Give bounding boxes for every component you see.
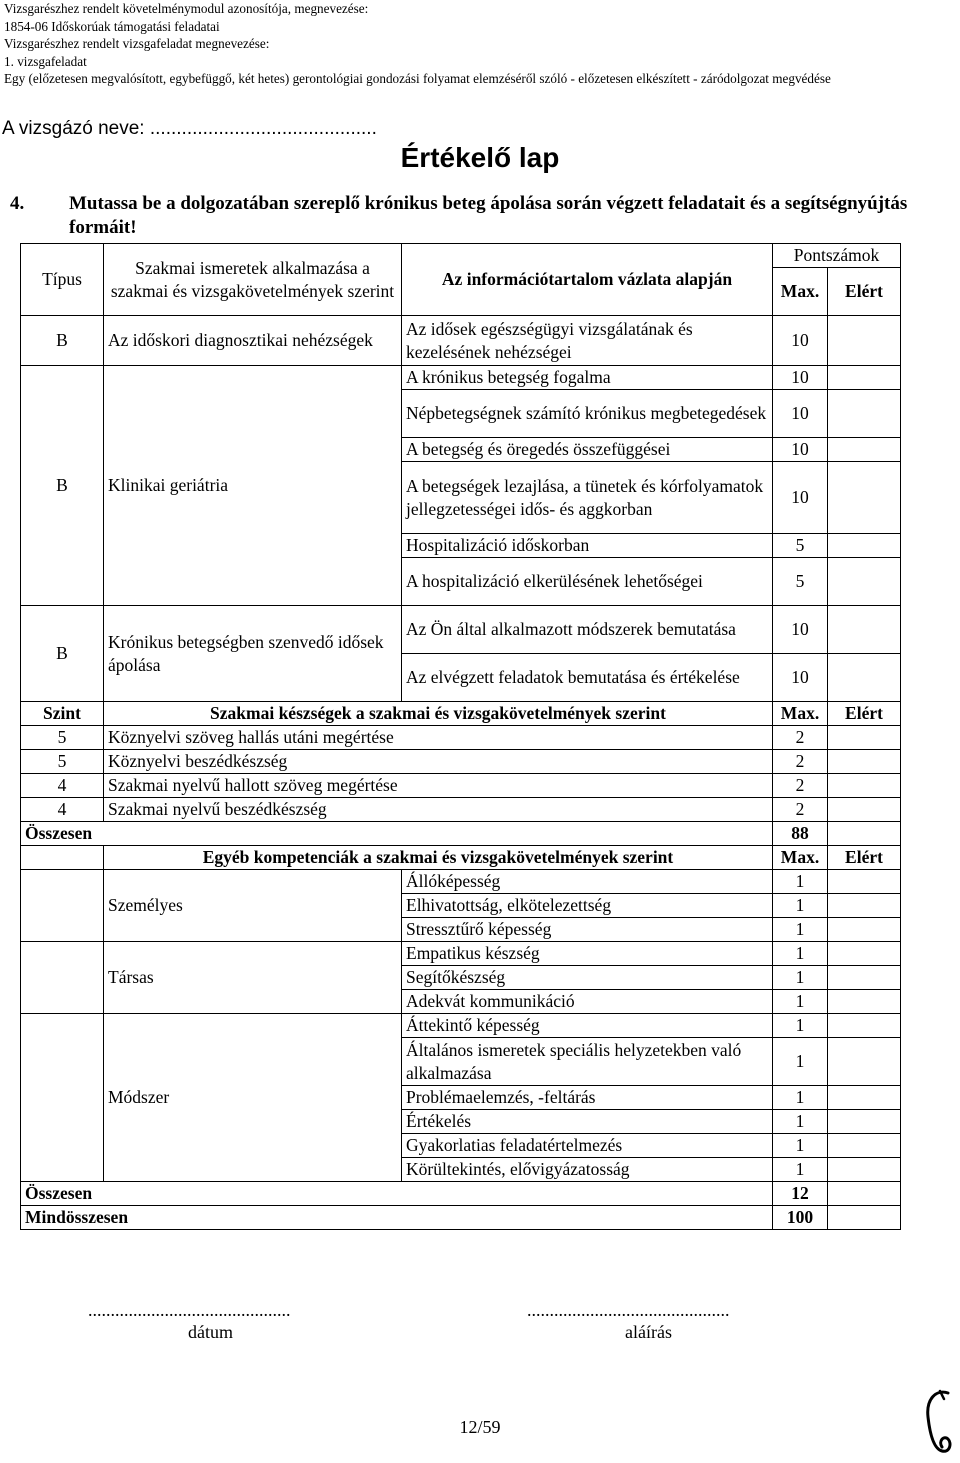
achieved-points[interactable] [828, 654, 901, 702]
header-points: Pontszámok [773, 244, 901, 268]
page-number: 12/59 [459, 1417, 501, 1437]
achieved-points[interactable] [828, 918, 901, 942]
evaluation-table [20, 243, 901, 1230]
outline-item: Az elvégzett feladatok bemutatása és értékelése [402, 654, 773, 702]
outline-item: Népbetegségnek számító krónikus megbetegedések [402, 390, 773, 438]
group-label: Krónikus betegségben szenvedő idősek ápolása [104, 606, 402, 702]
outline-item: A krónikus betegség fogalma [402, 366, 773, 390]
task-number: 4. [10, 193, 25, 214]
header-max: Max. [773, 268, 828, 316]
achieved-points[interactable] [828, 1134, 901, 1158]
group-type: B [21, 606, 104, 702]
max-points: 1 [773, 918, 828, 942]
max-points: 1 [773, 1014, 828, 1038]
outline-item: Hospitalizáció időskorban [402, 534, 773, 558]
achieved-points[interactable] [828, 366, 901, 390]
achieved-points[interactable] [828, 534, 901, 558]
header-achieved: Elért [828, 268, 901, 316]
max-points: 10 [773, 606, 828, 654]
max-points: 10 [773, 390, 828, 438]
achieved-points[interactable] [828, 726, 901, 750]
subtotal-value: 88 [773, 822, 828, 846]
achieved-points[interactable] [828, 774, 901, 798]
skill-item: Köznyelvi szöveg hallás utáni megértése [104, 726, 773, 750]
max-points: 2 [773, 726, 828, 750]
achieved-points[interactable] [828, 942, 901, 966]
achieved-points[interactable] [828, 606, 901, 654]
subtotal-achieved[interactable] [828, 1182, 901, 1206]
header-line-5: Egy (előzetesen megvalósított, egybefüggő, két hetes) gerontológiai gondozási folyamat elemzéséről szóló - előzetesen elkészített - záródolgozat megvédése [4, 71, 831, 86]
competence-item: Gyakorlatias feladatértelmezés [402, 1134, 773, 1158]
achieved-points[interactable] [828, 750, 901, 774]
max-points: 1 [773, 894, 828, 918]
header-outline: Az információtartalom vázlata alapján [402, 244, 773, 316]
achieved-points[interactable] [828, 990, 901, 1014]
max-points: 1 [773, 1134, 828, 1158]
achieved-points[interactable] [828, 1086, 901, 1110]
max-points: 1 [773, 1110, 828, 1134]
group-label: Az időskori diagnosztikai nehézségek [104, 316, 402, 366]
skill-level: 4 [21, 798, 104, 822]
max-points: 2 [773, 774, 828, 798]
max-points: 1 [773, 1158, 828, 1182]
competence-item: Empatikus készség [402, 942, 773, 966]
skill-level: 4 [21, 774, 104, 798]
task-text: Mutassa be a dolgozatában szereplő krónikus beteg ápolása során végzett feladatait és a segítségnyújtás formáit! [69, 193, 908, 238]
signature-label: aláírás [625, 1322, 672, 1342]
header-max: Max. [773, 846, 828, 870]
competence-item: Problémaelemzés, -feltárás [402, 1086, 773, 1110]
outline-item: A hospitalizáció elkerülésének lehetőségei [402, 558, 773, 606]
outline-item: Az Ön által alkalmazott módszerek bemutatása [402, 606, 773, 654]
examinee-name-field: A vizsgázó neve: ........................................... [2, 118, 377, 139]
grand-total-label: Mindösszesen [21, 1206, 773, 1230]
achieved-points[interactable] [828, 1014, 901, 1038]
page-title: Értékelő lap [400, 142, 560, 173]
max-points: 1 [773, 870, 828, 894]
header-line-4: 1. vizsgafeladat [4, 53, 87, 69]
outline-item: A betegségek lezajlása, a tünetek és kórfolyamatok jellegzetességei idős- és aggkorban [402, 462, 773, 534]
header-max: Max. [773, 702, 828, 726]
competence-item: Értékelés [402, 1110, 773, 1134]
achieved-points[interactable] [828, 438, 901, 462]
group-label: Klinikai geriátria [104, 366, 402, 606]
competence-item: Elhivatottság, elkötelezettség [402, 894, 773, 918]
header-skills: Szakmai készségek a szakmai és vizsgakövetelmények szerint [104, 702, 773, 726]
competence-item: Körültekintés, elővigyázatosság [402, 1158, 773, 1182]
header-competences: Egyéb kompetenciák a szakmai és vizsgakövetelmények szerint [104, 846, 773, 870]
grand-total-achieved[interactable] [828, 1206, 901, 1230]
outline-item: Az idősek egészségügyi vizsgálatának és kezelésének nehézségei [402, 316, 773, 366]
achieved-points[interactable] [828, 894, 901, 918]
group-type: B [21, 366, 104, 606]
achieved-points[interactable] [828, 390, 901, 438]
max-points: 1 [773, 1086, 828, 1110]
max-points: 5 [773, 558, 828, 606]
handwritten-mark-icon [918, 1385, 958, 1460]
date-label: dátum [188, 1322, 233, 1342]
skill-item: Szakmai nyelvű beszédkészség [104, 798, 773, 822]
achieved-points[interactable] [828, 316, 901, 366]
max-points: 1 [773, 942, 828, 966]
achieved-points[interactable] [828, 798, 901, 822]
max-points: 5 [773, 534, 828, 558]
max-points: 10 [773, 654, 828, 702]
date-line: ............................................. [88, 1300, 291, 1320]
competence-group: Társas [104, 942, 402, 1014]
header-achieved: Elért [828, 846, 901, 870]
competence-group: Személyes [104, 870, 402, 942]
max-points: 2 [773, 798, 828, 822]
header-line-3: Vizsgarészhez rendelt vizsgafeladat megnevezése: [4, 36, 270, 51]
max-points: 10 [773, 438, 828, 462]
skill-level: 5 [21, 726, 104, 750]
header-knowledge: Szakmai ismeretek alkalmazása a szakmai és vizsgakövetelmények szerint [104, 244, 402, 316]
competence-item: Általános ismeretek speciális helyzetekben való alkalmazása [402, 1038, 773, 1086]
achieved-points[interactable] [828, 966, 901, 990]
header-type: Típus [21, 244, 104, 316]
header-line-1: Vizsgarészhez rendelt követelménymodul azonosítója, megnevezése: [4, 1, 369, 16]
skill-item: Szakmai nyelvű hallott szöveg megértése [104, 774, 773, 798]
achieved-points[interactable] [828, 1038, 901, 1086]
competence-item: Áttekintő képesség [402, 1014, 773, 1038]
signature-line: ............................................. [527, 1300, 730, 1320]
skill-level: 5 [21, 750, 104, 774]
header-achieved: Elért [828, 702, 901, 726]
subtotal-achieved[interactable] [828, 822, 901, 846]
achieved-points[interactable] [828, 1110, 901, 1134]
achieved-points[interactable] [828, 870, 901, 894]
competence-item: Adekvát kommunikáció [402, 990, 773, 1014]
competence-item: Segítőkészség [402, 966, 773, 990]
subtotal-value: 12 [773, 1182, 828, 1206]
competence-item: Stressztűrő képesség [402, 918, 773, 942]
competence-group: Módszer [104, 1014, 402, 1182]
header-level: Szint [21, 702, 104, 726]
subtotal-label: Összesen [21, 1182, 773, 1206]
skill-item: Köznyelvi beszédkészség [104, 750, 773, 774]
achieved-points[interactable] [828, 1158, 901, 1182]
achieved-points[interactable] [828, 462, 901, 534]
document-header [4, 0, 954, 88]
outline-item: A betegség és öregedés összefüggései [402, 438, 773, 462]
max-points: 1 [773, 990, 828, 1014]
max-points: 10 [773, 366, 828, 390]
max-points: 10 [773, 462, 828, 534]
max-points: 1 [773, 966, 828, 990]
max-points: 1 [773, 1038, 828, 1086]
group-type: B [21, 316, 104, 366]
grand-total-value: 100 [773, 1206, 828, 1230]
achieved-points[interactable] [828, 558, 901, 606]
competence-item: Állóképesség [402, 870, 773, 894]
header-line-2: 1854-06 Időskorúak támogatási feladatai [4, 18, 220, 34]
max-points: 2 [773, 750, 828, 774]
subtotal-label: Összesen [21, 822, 773, 846]
max-points: 10 [773, 316, 828, 366]
